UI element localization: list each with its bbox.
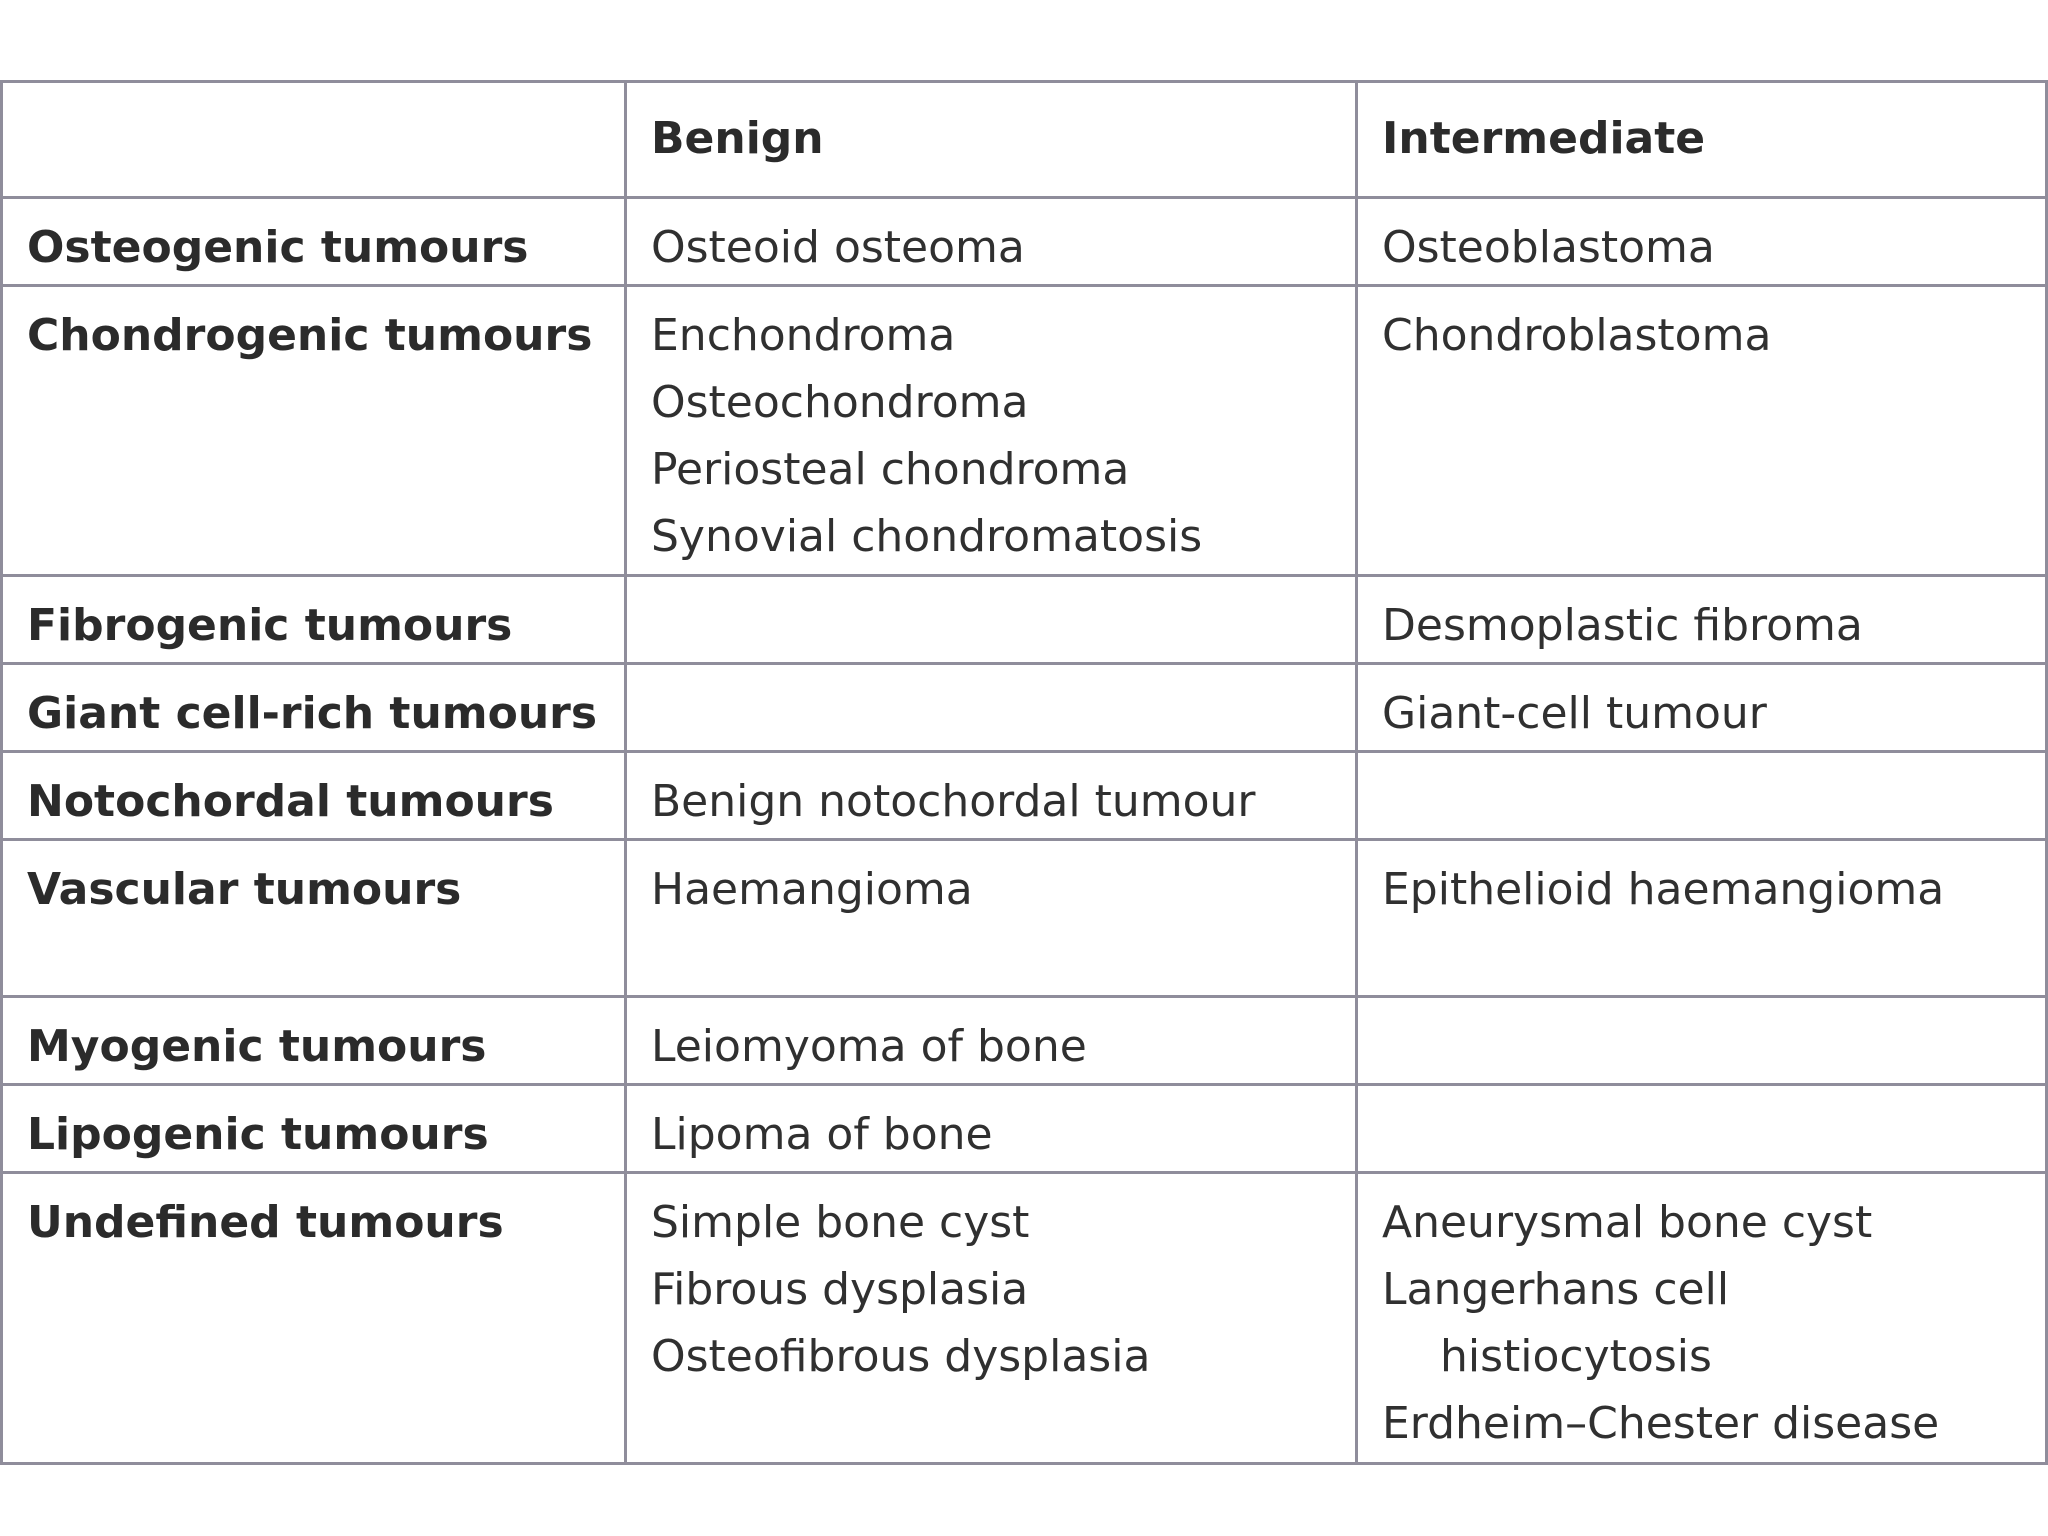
benign-item: Benign notochordal tumour [651,776,1256,827]
header-benign: Benign [626,82,1357,198]
table-row [2,198,2047,286]
benign-item: Haemangioma [651,864,973,915]
tumour-classification-table-wrapper [0,80,2048,1465]
benign-cell [626,1085,1357,1173]
table-row [2,576,2047,664]
table-row [2,286,2047,576]
table-row [2,664,2047,752]
row-category: Giant cell-rich tumours [2,664,626,752]
benign-item: Leiomyoma of bone [651,1021,1087,1072]
intermediate-item: Aneurysmal bone cyst [1382,1197,1873,1248]
tumour-classification-table [0,80,2048,1465]
intermediate-item: Desmoplastic fibroma [1382,600,1863,651]
intermediate-cell [1357,576,2047,664]
benign-cell [626,752,1357,840]
table-row [2,1085,2047,1173]
header-intermediate: Intermediate [1357,82,2047,198]
row-category: Myogenic tumours [2,997,626,1085]
benign-cell [626,1173,1357,1464]
intermediate-cell [1357,752,2047,840]
table-row [2,840,2047,997]
benign-cell [626,840,1357,997]
intermediate-item: Erdheim–Chester disease [1382,1398,1940,1449]
intermediate-item: Epithelioid haemangioma [1382,864,1945,915]
benign-item: Osteoid osteoma [651,222,1025,273]
benign-item: Lipoma of bone [651,1109,993,1160]
row-category: Notochordal tumours [2,752,626,840]
table-row [2,752,2047,840]
row-category: Osteogenic tumours [2,198,626,286]
row-category: Fibrogenic tumours [2,576,626,664]
intermediate-item: Langerhans cell [1382,1264,1730,1315]
intermediate-cell [1357,1085,2047,1173]
intermediate-cell [1357,286,2047,576]
row-category: Vascular tumours [2,840,626,997]
benign-cell [626,198,1357,286]
intermediate-cell [1357,664,2047,752]
benign-cell [626,576,1357,664]
intermediate-cell [1357,840,2047,997]
intermediate-cell [1357,997,2047,1085]
row-category: Chondrogenic tumours [2,286,626,576]
benign-item: Periosteal chondroma [651,444,1130,495]
benign-cell [626,286,1357,576]
benign-item: Osteochondroma [651,377,1029,428]
benign-item: Osteofibrous dysplasia [651,1331,1151,1382]
intermediate-item: Giant-cell tumour [1382,688,1767,739]
benign-cell [626,997,1357,1085]
intermediate-cell [1357,1173,2047,1464]
header-category [2,82,626,198]
intermediate-item: Chondroblastoma [1382,310,1772,361]
intermediate-item: Osteoblastoma [1382,222,1715,273]
benign-item: Enchondroma [651,310,956,361]
table-row [2,997,2047,1085]
intermediate-item: histiocytosis [1440,1331,1712,1382]
benign-item: Synovial chondromatosis [651,511,1203,562]
benign-item: Simple bone cyst [651,1197,1030,1248]
benign-cell [626,664,1357,752]
table-row [2,1173,2047,1464]
row-category: Lipogenic tumours [2,1085,626,1173]
benign-item: Fibrous dysplasia [651,1264,1029,1315]
row-category: Undefined tumours [2,1173,626,1464]
intermediate-cell [1357,198,2047,286]
header-row [2,82,2047,198]
